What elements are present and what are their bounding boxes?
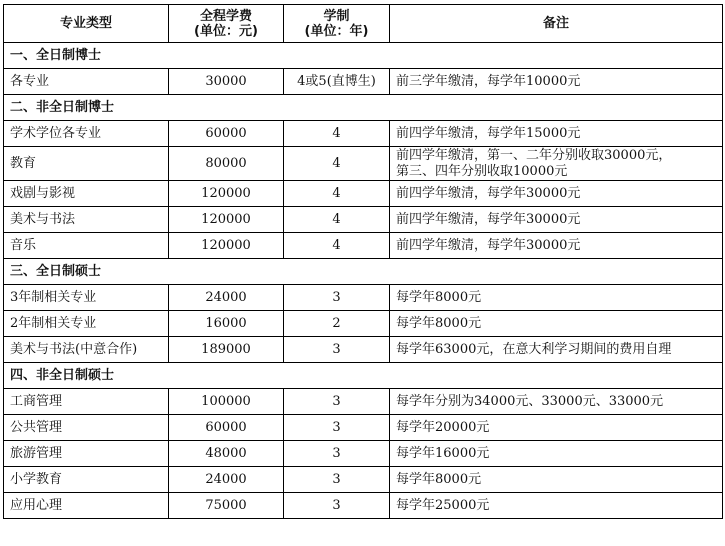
table-row bbox=[4, 467, 723, 493]
section-title: 二、非全日制博士 bbox=[4, 95, 723, 121]
section-row bbox=[4, 43, 723, 69]
remarks-line: 前三学年缴清，每学年10000元 bbox=[396, 73, 581, 89]
cell-major: 各专业 bbox=[4, 69, 169, 95]
cell-remarks bbox=[390, 311, 723, 337]
header-tuition-line2: (单位：元) bbox=[194, 23, 258, 39]
cell-major: 小学教育 bbox=[4, 467, 169, 493]
remarks-line: 第三、四年分别收取10000元 bbox=[396, 163, 568, 179]
cell-remarks bbox=[390, 207, 723, 233]
cell-major: 公共管理 bbox=[4, 415, 169, 441]
cell-duration: 4 bbox=[284, 121, 390, 147]
section-row bbox=[4, 363, 723, 389]
cell-remarks bbox=[390, 233, 723, 259]
cell-remarks bbox=[390, 337, 723, 363]
cell-major: 美术与书法 bbox=[4, 207, 169, 233]
table-row bbox=[4, 121, 723, 147]
cell-remarks bbox=[390, 121, 723, 147]
cell-tuition: 75000 bbox=[169, 493, 284, 519]
cell-duration: 3 bbox=[284, 493, 390, 519]
cell-remarks bbox=[390, 181, 723, 207]
cell-duration: 3 bbox=[284, 467, 390, 493]
cell-major: 美术与书法(中意合作) bbox=[4, 337, 169, 363]
cell-duration: 4或5(直博生) bbox=[284, 69, 390, 95]
cell-duration: 4 bbox=[284, 233, 390, 259]
remarks-line: 前四学年缴清，每学年30000元 bbox=[396, 185, 581, 201]
table-row bbox=[4, 69, 723, 95]
cell-tuition: 120000 bbox=[169, 181, 284, 207]
cell-duration: 2 bbox=[284, 311, 390, 337]
cell-duration: 3 bbox=[284, 415, 390, 441]
cell-tuition: 100000 bbox=[169, 389, 284, 415]
remarks-line: 每学年8000元 bbox=[396, 315, 482, 331]
section-title: 三、全日制硕士 bbox=[4, 259, 723, 285]
cell-major: 应用心理 bbox=[4, 493, 169, 519]
header-tuition-line1: 全程学费 bbox=[199, 8, 252, 24]
cell-tuition: 24000 bbox=[169, 467, 284, 493]
table-body bbox=[4, 43, 723, 519]
header-remarks: 备注 bbox=[390, 5, 723, 43]
remarks-line: 每学年25000元 bbox=[396, 497, 490, 513]
table-row bbox=[4, 285, 723, 311]
cell-duration: 3 bbox=[284, 285, 390, 311]
tuition-fee-table bbox=[3, 4, 723, 519]
header-major-type: 专业类型 bbox=[4, 5, 169, 43]
cell-major: 音乐 bbox=[4, 233, 169, 259]
cell-tuition: 16000 bbox=[169, 311, 284, 337]
cell-tuition: 24000 bbox=[169, 285, 284, 311]
remarks-line: 每学年20000元 bbox=[396, 419, 490, 435]
remarks-line: 前四学年缴清，每学年15000元 bbox=[396, 125, 581, 141]
header-duration-line1: 学制 bbox=[323, 8, 350, 24]
remarks-line: 每学年16000元 bbox=[396, 445, 490, 461]
table-row bbox=[4, 311, 723, 337]
cell-duration: 3 bbox=[284, 337, 390, 363]
remarks-line: 前四学年缴清，每学年30000元 bbox=[396, 211, 581, 227]
cell-major: 2年制相关专业 bbox=[4, 311, 169, 337]
table-header-row bbox=[4, 5, 723, 43]
cell-tuition: 120000 bbox=[169, 233, 284, 259]
remarks-line: 每学年63000元，在意大利学习期间的费用自理 bbox=[396, 341, 672, 357]
cell-remarks bbox=[390, 69, 723, 95]
cell-remarks bbox=[390, 147, 723, 181]
cell-tuition: 30000 bbox=[169, 69, 284, 95]
cell-tuition: 48000 bbox=[169, 441, 284, 467]
cell-duration: 4 bbox=[284, 207, 390, 233]
section-title: 四、非全日制硕士 bbox=[4, 363, 723, 389]
cell-major: 3年制相关专业 bbox=[4, 285, 169, 311]
remarks-line: 每学年分别为34000元、33000元、33000元 bbox=[396, 393, 664, 409]
cell-tuition: 189000 bbox=[169, 337, 284, 363]
cell-major: 旅游管理 bbox=[4, 441, 169, 467]
cell-remarks bbox=[390, 415, 723, 441]
remarks-line: 前四学年缴清，每学年30000元 bbox=[396, 237, 581, 253]
remarks-line: 前四学年缴清，第一、二年分别收取30000元， bbox=[396, 147, 672, 163]
header-tuition bbox=[169, 5, 284, 43]
section-row bbox=[4, 95, 723, 121]
cell-tuition: 80000 bbox=[169, 147, 284, 181]
table-row bbox=[4, 147, 723, 181]
cell-major: 工商管理 bbox=[4, 389, 169, 415]
header-duration-line2: (单位：年) bbox=[304, 23, 369, 39]
table-row bbox=[4, 233, 723, 259]
table-row bbox=[4, 389, 723, 415]
cell-tuition: 60000 bbox=[169, 415, 284, 441]
table-row bbox=[4, 207, 723, 233]
cell-remarks bbox=[390, 285, 723, 311]
cell-major: 戏剧与影视 bbox=[4, 181, 169, 207]
remarks-line: 每学年8000元 bbox=[396, 289, 482, 305]
table-row bbox=[4, 441, 723, 467]
cell-remarks bbox=[390, 389, 723, 415]
cell-duration: 3 bbox=[284, 441, 390, 467]
cell-duration: 3 bbox=[284, 389, 390, 415]
cell-major: 教育 bbox=[4, 147, 169, 181]
cell-major: 学术学位各专业 bbox=[4, 121, 169, 147]
cell-remarks bbox=[390, 441, 723, 467]
cell-tuition: 60000 bbox=[169, 121, 284, 147]
remarks-line: 每学年8000元 bbox=[396, 471, 482, 487]
cell-duration: 4 bbox=[284, 181, 390, 207]
header-duration bbox=[284, 5, 390, 43]
table-row bbox=[4, 181, 723, 207]
cell-remarks bbox=[390, 493, 723, 519]
table-row bbox=[4, 337, 723, 363]
section-row bbox=[4, 259, 723, 285]
table-row bbox=[4, 493, 723, 519]
section-title: 一、全日制博士 bbox=[4, 43, 723, 69]
cell-duration: 4 bbox=[284, 147, 390, 181]
cell-remarks bbox=[390, 467, 723, 493]
cell-tuition: 120000 bbox=[169, 207, 284, 233]
table-row bbox=[4, 415, 723, 441]
